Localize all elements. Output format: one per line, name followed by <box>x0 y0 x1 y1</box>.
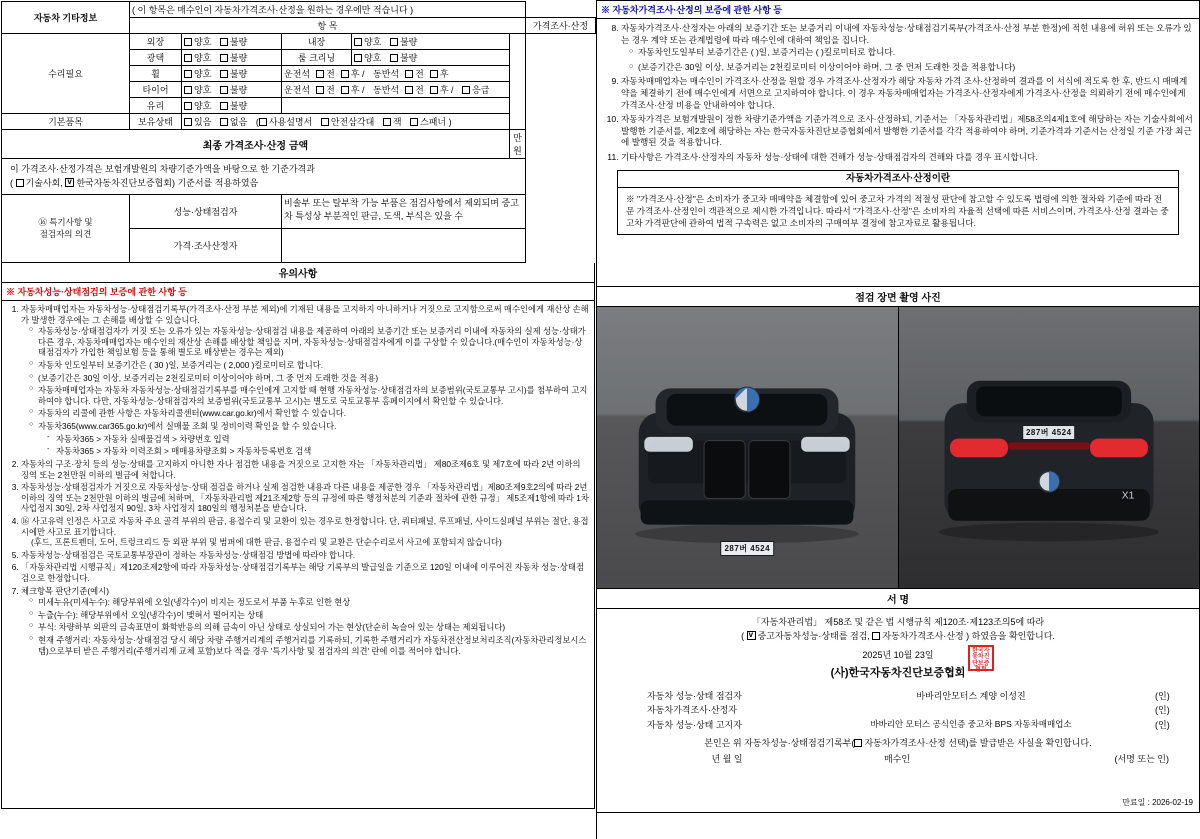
price-inspector-label: 가격·조사산정자 <box>130 229 282 263</box>
list-item: ○ 자동차매매업자는 자동차 자동차성능·상태점검기록부를 매수인에게 고지할 때 현행 자동차성능·상태점검자의 보증범위(국토교통부 고시)를 첨부하여 고지하여야 합니다. 다만, 자동차성능·상태점검자의 보증범위(국토교통부 고시)는 별도로 국토교통부 홈페이지에서 확인할 수 있습니다. <box>29 385 589 406</box>
checkbox-basic-have[interactable] <box>184 118 192 126</box>
checkbox-tire-fr[interactable] <box>405 86 413 94</box>
photo-gallery <box>597 307 1200 589</box>
row-cleaning-options[interactable]: 양호 불량 <box>352 50 510 66</box>
checkbox-clean-bad[interactable] <box>390 54 398 62</box>
official-seal-stamp: 한국자동차진단보증협회 <box>968 645 994 671</box>
checkbox-glass-good[interactable] <box>184 102 192 110</box>
checkbox-glass-bad[interactable] <box>220 102 228 110</box>
notice-body <box>1 301 595 809</box>
perf-inspector-label: 성능·상태점검자 <box>130 195 282 229</box>
sign-row <box>607 689 1189 703</box>
checkbox-wheel-rl[interactable] <box>341 70 349 78</box>
basic-items-options[interactable]: 있음 없음 ( 사용설명서 안전삼각대 잭 스패너 ) <box>182 114 510 130</box>
price-statement-line1: 이 가격조사·산정가격은 보험개발원의 차량기준가액을 바탕으로 한 기준가격과 <box>10 164 315 174</box>
list-item: - 자동차365 > 자동차 실매물검색 > 차량번호 입력 <box>47 434 589 445</box>
sign-label-1: 자동차가격조사·산정자 <box>647 705 737 716</box>
list-item: ○ 자동차성능·상태점검자가 거짓 또는 오류가 있는 자동차성능·상태점검 내용을 제공하여 아래의 보증기간 또는 보증거리 이내에 자동차의 실제 성능·상태가 다른 경우, 자동차매매업자는 매수인의 재산상 손해를 배상할 책임을 지며, 자동차성능·상태점검자에게 이를 구상할 수 있습니다.(매수인이 자동차성능·상태점검자가 가입한 책임보험 등을 통해 별도로 배상받는 경우는 제외) <box>29 326 589 358</box>
list-item: ○ 미세누유(미세누수): 해당부위에 오일(냉각수)이 비지는 정도로서 부품 누후로 인한 현상 <box>29 597 589 608</box>
other-info-title: 자동차 기타정보 <box>2 2 130 34</box>
list-item: 1. 자동차매매업자는 자동차성능·상태점검기록부(가격조사·산정 부분 제외)에 기재된 내용을 고지하지 아니하거나 거짓으로 고지함으로써 매수인에게 재산상 손해가 발생한 경우에는 그 손해를 배상할 수 있습니다. ○ 자동차성능·상태점검자가 거짓 또는 오류가 있는 자동차성능·상태점검 내용을 제공하여 아래의 보증기간 또는 보증거리 이내에 자동차의 실제 성능·상태가 다른 경우, 자동차매매업자는 매수인의 재산상 손해를 배상할 책임을 지며, 자동차성능·상태점검자에게 이를 구상할 수 있습니다.(매수인이 자동차성능·상태점검자가 가입한 책임보험 등을 통해 별도로 배상받는 경우는 제외) ○ 자동차 인도일부터 보증기간은 ( 30 )일, 보증거리는 ( 2,000 )킬로미터로 합니다. ○ (보증기간은 30일 이상, 보증거리는 2천킬로미터 이상이어야 하며, 그 중 먼저 도래한 것을 적용) ○ 자동차매매업자는 자동차 자동차성능·상태점검기록부를 매수인에게 고지할 때 현행 자동차성능·상태점검자의 보증범위(국토교통부 고시)를 첨부하여 고지하여야 합니다. 다만, 자동차성능·상태점검자의 보증범위(국토교통부 고시)는 별도로 국토교통부 홈페이지에서 확인할 수 있습니다. ○ 자동차의 리콜에 관한 사항은 자동차리콜센터(www.car.go.kr)에서 확인할 수 있습니다. ○ 자동차365(www.car365.go.kr)에서 실매물 조회 및 정비이력 확인을 할 수 있습니다. - 자동차365 > 자동차 실매물검색 > 차량번호 입력 - 자동차365 > 자동차 이력조회 > 매매용차량조회 > 자동차등록번호 검색 <box>21 304 589 457</box>
sign-suffix-0: (인) <box>1155 690 1170 701</box>
col-item-header: 항 목 <box>130 18 526 34</box>
checkbox-clean-good[interactable] <box>354 54 362 62</box>
sign-value-1 <box>787 703 1155 717</box>
photo-rear <box>898 307 1200 588</box>
list-item: 9. 자동차매매업자는 매수인이 가격조사·산정을 원할 경우 가격조사·산정자가 해당 자동차 가격 조사·산정하여 결과를 이 서식에 적도록 한 후, 반드시 매매계약을 체결하기 전에 매수인에게 서면으로 고지하여야 합니다. 이 경우 자동차매매업자는 가격조사·산정자에게 가격조사·산정을 의뢰하기 전에 매수인에게 가격조사·산정 비용을 안내하여야 합니다. <box>621 76 1193 111</box>
list-item: ○ 현재 주행거리: 자동차성능·상태점검 당시 해당 차량 주행거리계의 주행거리를 기록하되, 기록한 주행거리가 자동차전산정보처리조직(자동차관리정보시스템)으로부터 받은 주행거리(주행거리계 교체 포함)보다 적을 경우 '특기사항 및 점검자의 의견' 란에 이를 적어야 합니다. <box>29 635 589 656</box>
signature-legal-line2: ( v 중고자동차성능·상태를 점검, 자동차가격조사·산정 ) 하였음을 확인합니다. <box>607 629 1189 643</box>
checkbox-performance-inspected[interactable] <box>747 631 756 640</box>
checkbox-polish-bad[interactable] <box>220 54 228 62</box>
sign-value-0: 바바리안모터스 계양 이성진 <box>916 690 1026 701</box>
svg-text:X1: X1 <box>1121 490 1135 502</box>
row-wheel-label: 휠 <box>130 66 182 82</box>
signature-body <box>597 609 1200 813</box>
right-notice-body <box>597 19 1200 287</box>
notice-bar-title: 유의사항 <box>1 263 595 283</box>
checkbox-tire-spare[interactable] <box>462 86 470 94</box>
list-item: ○ 자동차의 리콜에 관한 사항은 자동차리콜센터(www.car.go.kr)에서 확인할 수 있습니다. <box>29 408 589 419</box>
row-cleaning-label: 룸 크리닝 <box>282 50 352 66</box>
sign-row <box>607 718 1189 732</box>
buyer-sign-row <box>607 752 1189 766</box>
row-int-options[interactable]: 양호 불량 <box>352 34 510 50</box>
signature-section-title: 서 명 <box>597 589 1200 609</box>
photo-section-title: 점검 장면 촬영 사진 <box>597 287 1200 307</box>
list-item: 2. 자동차의 구조·장치 등의 성능·상태를 고지하지 아니한 자나 점검한 내용을 거짓으로 고지한 자는 「자동차관리법」 제80조제6호 및 제7호에 따라 2년 이하의 징역 또는 2천만원 이하의 벌금에 처합니다. <box>21 459 589 480</box>
right-notice-head: ※ 자동차가격조사·산정의 보증에 관한 사항 등 <box>597 0 1200 19</box>
photo-front <box>597 307 898 588</box>
row-ext-label: 외장 <box>130 34 182 50</box>
price-statement-line2: ( 기술사회, v 한국자동차진단보증협회) 기준서를 적용하였음 <box>10 177 517 191</box>
row-polish-options[interactable]: 양호 불량 <box>182 50 282 66</box>
buyer-date-blank: 년 월 일 <box>711 754 743 765</box>
signature-legal-line1: 「자동차관리법」 제58조 및 같은 법 시행규칙 제120조·제123조의5에 따라 <box>751 617 1045 627</box>
checkbox-tire-rl[interactable] <box>341 86 349 94</box>
row-tire-options[interactable]: 양호 불량 <box>182 82 282 98</box>
checkbox-wheel-good[interactable] <box>184 70 192 78</box>
checkbox-tire-rr[interactable] <box>430 86 438 94</box>
row-int-label: 내장 <box>282 34 352 50</box>
list-item: ○ 부식: 차량하부 외판의 금속표면이 화학반응의 의해 금속이 아닌 상태로 상실되어 가는 현상(단순히 녹슬어 있는 상태는 제외됩니다) <box>29 622 589 633</box>
list-item: 11. 기타사항은 가격조사·산정자의 자동차 성능·상태에 대한 견해가 성능·상태점검자의 견해와 다를 경우 표시합니다. <box>621 152 1193 164</box>
list-item: 8. 자동차가격조사·산정자는 아래의 보증기간 또는 보증거리 이내에 자동차성능·상태점검기록부(가격조사·산정 부분 한정)에 적힌 내용에 허위 또는 오류가 있는 경우 계약 또는 관계법령에 따라 매수인에 대하여 책임을 집니다. ○ 자동차인도일부터 보증기간은 ( )일, 보증거리는 ( )킬로미터로 합니다. ○ (보증기간은 30일 이상, 보증거리는 2천킬로미터 이상이어야 하며, 그 중 먼저 도래한 것을 적용합니다) <box>621 23 1193 73</box>
definition-box <box>617 170 1179 236</box>
checkbox-wheel-fr[interactable] <box>405 70 413 78</box>
sign-value-2: 바바리안 모터스 공식인증 중고차 BPS 자동차매매업소 <box>870 718 1072 729</box>
list-item: ○ (보증기간은 30일 이상, 보증거리는 2천킬로미터 이상이어야 하며, 그 중 먼저 도래한 것을 적용) <box>29 373 589 384</box>
special-notes-label: ⑯ 특기사항 및 점검자의 의견 <box>2 195 130 263</box>
basic-items-sub: 보유상태 <box>130 114 182 130</box>
price-inspector-note <box>282 229 526 263</box>
signature-company: (사)한국자동차진단보증협회 한국자동차진단보증협회 <box>607 665 1189 683</box>
list-item: - 자동차365 > 자동차 이력조회 > 매매용차량조회 > 자동차등록번호 검색 <box>47 446 589 457</box>
checkbox-jack[interactable] <box>383 118 391 126</box>
other-info-note: ( 이 항목은 매수인이 자동차가격조사·산정을 원하는 경우에만 적습니다 ) <box>130 2 526 18</box>
row-tire-label: 타이어 <box>130 82 182 98</box>
checkbox-triangle[interactable] <box>321 118 329 126</box>
list-item: 4. ⑯ 사고유력 인정은 사고로 자동차 주요 골격 부위의 판금, 용접수리 및 교환이 있는 경우로 한정합니다. 단, 쿼터패널, 루프패널, 사이드실패널 부위는 절단, 용접 시에만 사고로 표기합니다. (후드, 프론트펜더, 도어, 트렁크리드 등 외판 부위 및 범퍼에 대한 판금, 용접수리 및 교환은 단순수리로서 사고에 포함되지 않습니다) <box>21 516 589 548</box>
left-column <box>0 0 597 839</box>
list-item: 6. 「자동차관리법 시행규칙」제120조제2항에 따라 자동차성능·상태점검기록부는 해당 기록부의 발급일을 기준으로 120일 이내에 이루어진 자동차 성능·상태점검으로 한정합니다. <box>21 562 589 583</box>
list-item: 3. 자동차성능·상태점검자가 거짓으로 자동차성능·상태 점검을 하거나 실제 점검한 내용과 다른 내용을 제공한 경우 「자동차관리법」제80조제9호2의에 따라 2년 이하의 징역 또는 2천만원 이하의 벌금에 처하며, 「자동차관리법 제21조제2항 등의 규정에 따른 행정처분의 기준과 절차에 관한 규정」 제5조제1항에 따라 1차 사업정지 30일, 2차 사업정지 90일, 3차 사업정지 180일의 행정처분을 받습니다. <box>21 482 589 514</box>
definition-body: ※ "가격조사·산정"은 소비자가 중고차 매매약을 체결함에 있어 중고차 가격의 적절성 판단에 참고할 수 있도록 법령에 의한 절차와 기준에 따라 전문 가격조사·산정인이 객관적으로 제시한 가격입니다. 따라서 "가격조사·산정"은 소비자의 자율적 선택에 따른 서비스이며, 가격조사·산정 결과는 중고차 가격판단에 관하여 법적 구속력은 없고 소비자의 구매여부 결정에 참고자료로 활용됩니다. <box>626 194 1169 229</box>
row-glass-blank <box>282 98 510 114</box>
checkbox-polish-good[interactable] <box>184 54 192 62</box>
buyer-confirm-line: 본인은 위 자동차성능·상태점검기록부( 자동차가격조사·산정 선택)를 발급받은 사실을 확인합니다. <box>704 737 1092 748</box>
final-price-unit: 만원 <box>509 130 525 159</box>
row-glass-label: 유리 <box>130 98 182 114</box>
checkbox-kadga[interactable] <box>65 178 74 187</box>
checkbox-spanner[interactable] <box>410 118 418 126</box>
row-tire-positions[interactable]: 운전석 전 후 / 동반석 전 후 / 응급 <box>282 82 510 98</box>
sign-suffix-2: (인) <box>1155 719 1170 730</box>
definition-title: 자동차가격조사·산정이란 <box>618 171 1178 189</box>
checkbox-wheel-bad[interactable] <box>220 70 228 78</box>
row-wheel-positions[interactable]: 운전석 전 후 / 동반석 전 후 <box>282 66 510 82</box>
list-item: ○ 자동차인도일부터 보증기간은 ( )일, 보증거리는 ( )킬로미터로 합니다. <box>629 47 1193 59</box>
rear-license-plate: 287버 4524 <box>1022 425 1076 440</box>
checkbox-engineer-assoc[interactable] <box>16 179 24 187</box>
sign-suffix-1: (인) <box>1155 705 1170 716</box>
list-item: ○ 자동차365(www.car365.go.kr)에서 실매물 조회 및 정비이력 확인을 할 수 있습니다. <box>29 421 589 432</box>
basic-items-label: 기본품목 <box>2 114 130 130</box>
list-item: 10. 자동차가격은 보험개발원이 정한 차량기준가액을 기준가격으로 조사·산정하되, 기준서는 「자동차관리법」제58조의4제1호에 해당하는 자는 기술사회에서 발행한 기준서를, 제2호에 해당하는 자는 한국자동차진단보증협회에서 발행한 기준서를 각각 적용하여야 하며, 기준가격과 기준서는 산정일 기준 가장 최근에 발행된 것을 적용합니다. <box>621 114 1193 149</box>
list-item: ○ (보증기간은 30일 이상, 보증거리는 2천킬로미터 이상이어야 하며, 그 중 먼저 도래한 것을 적용합니다) <box>629 62 1193 74</box>
buyer-label: 매수인 <box>883 754 911 765</box>
list-item: 7. 체크항목 판단기준(예시) ○ 미세누유(미세누수): 해당부위에 오일(냉각수)이 비지는 정도로서 부품 누후로 인한 현상 ○ 누출(누수): 해당부위에서 오일(냉각수)이 맺혀서 떨어지는 상태 ○ 부식: 차량하부 외판의 금속표면이 화학반응의 의해 금속이 아닌 상태로 상실되어 가는 현상(단순히 녹슬어 있는 상태는 제외됩니다) ○ 현재 주행거리: 자동차성능·상태점검 당시 해당 차량 주행거리계의 주행거리를 기록하되, 기록한 주행거리가 자동차전산정보처리조직(자동차관리정보시스템)으로부터 받은 주행거리(주행거리계 교체 포함)보다 적을 경우 '특기사항 및 점검자의 의견' 란에 이를 적어야 합니다. <box>21 586 589 657</box>
notice-head: ※ 자동차성능·상태점검의 보증에 관한 사항 등 <box>1 283 595 301</box>
checkbox-wheel-fl[interactable] <box>316 70 324 78</box>
signature-date: 2025년 10월 23일 <box>862 649 934 660</box>
expiry-date: 만료일 : 2026-02-19 <box>1122 798 1193 808</box>
checkbox-tire-bad[interactable] <box>220 86 228 94</box>
row-ext-options[interactable]: 양호 불량 <box>182 34 282 50</box>
row-wheel-options[interactable]: 양호 불량 <box>182 66 282 82</box>
checkbox-wheel-rr[interactable] <box>430 70 438 78</box>
price-estimate-cell <box>509 34 525 130</box>
checkbox-tire-good[interactable] <box>184 86 192 94</box>
list-item: ○ 자동차 인도일부터 보증기간은 ( 30 )일, 보증거리는 ( 2,000 )킬로미터로 합니다. <box>29 360 589 371</box>
row-glass-options[interactable]: 양호 불량 <box>182 98 282 114</box>
checkbox-tire-fl[interactable] <box>316 86 324 94</box>
row-polish-label: 광택 <box>130 50 182 66</box>
final-price-label: 최종 가격조사·산정 금액 <box>2 130 510 159</box>
list-item: ○ 누출(누수): 해당부위에서 오일(냉각수)이 맺혀서 떨어지는 상태 <box>29 610 589 621</box>
checkbox-int-good[interactable] <box>354 38 362 46</box>
checkbox-basic-none[interactable] <box>220 118 228 126</box>
other-info-table <box>1 1 596 263</box>
repair-needed-label: 수리필요 <box>2 34 130 114</box>
sign-row <box>607 703 1189 717</box>
checkbox-buyer-price-option[interactable] <box>854 739 862 747</box>
right-column <box>597 0 1200 839</box>
checkbox-price-estimated[interactable] <box>872 632 880 640</box>
checkbox-manual[interactable] <box>259 118 267 126</box>
col-price-header: 가격조사·산정 <box>526 18 596 34</box>
perf-inspector-note: 비솔부 또는 탈부착 가능 부품은 점검사항에서 제외되며 중고차 특성상 부분적인 판금, 도색, 부식은 있을 수 <box>282 195 526 229</box>
checkbox-ext-good[interactable] <box>184 38 192 46</box>
left-notice-section <box>1 263 595 809</box>
checkbox-int-bad[interactable] <box>390 38 398 46</box>
checkbox-ext-bad[interactable] <box>220 38 228 46</box>
price-statement <box>2 159 526 195</box>
sign-label-2: 자동차 성능·상태 고지자 <box>647 719 742 730</box>
list-item: 5. 자동차성능·상태점검은 국토교통부장관이 정하는 자동차성능·상태점검 방법에 따라야 합니다. <box>21 550 589 561</box>
front-license-plate: 287버 4524 <box>720 541 774 556</box>
sign-label-0: 자동차 성능·상태 점검자 <box>647 690 742 701</box>
buyer-sign-label: (서명 또는 인) <box>1114 754 1169 765</box>
